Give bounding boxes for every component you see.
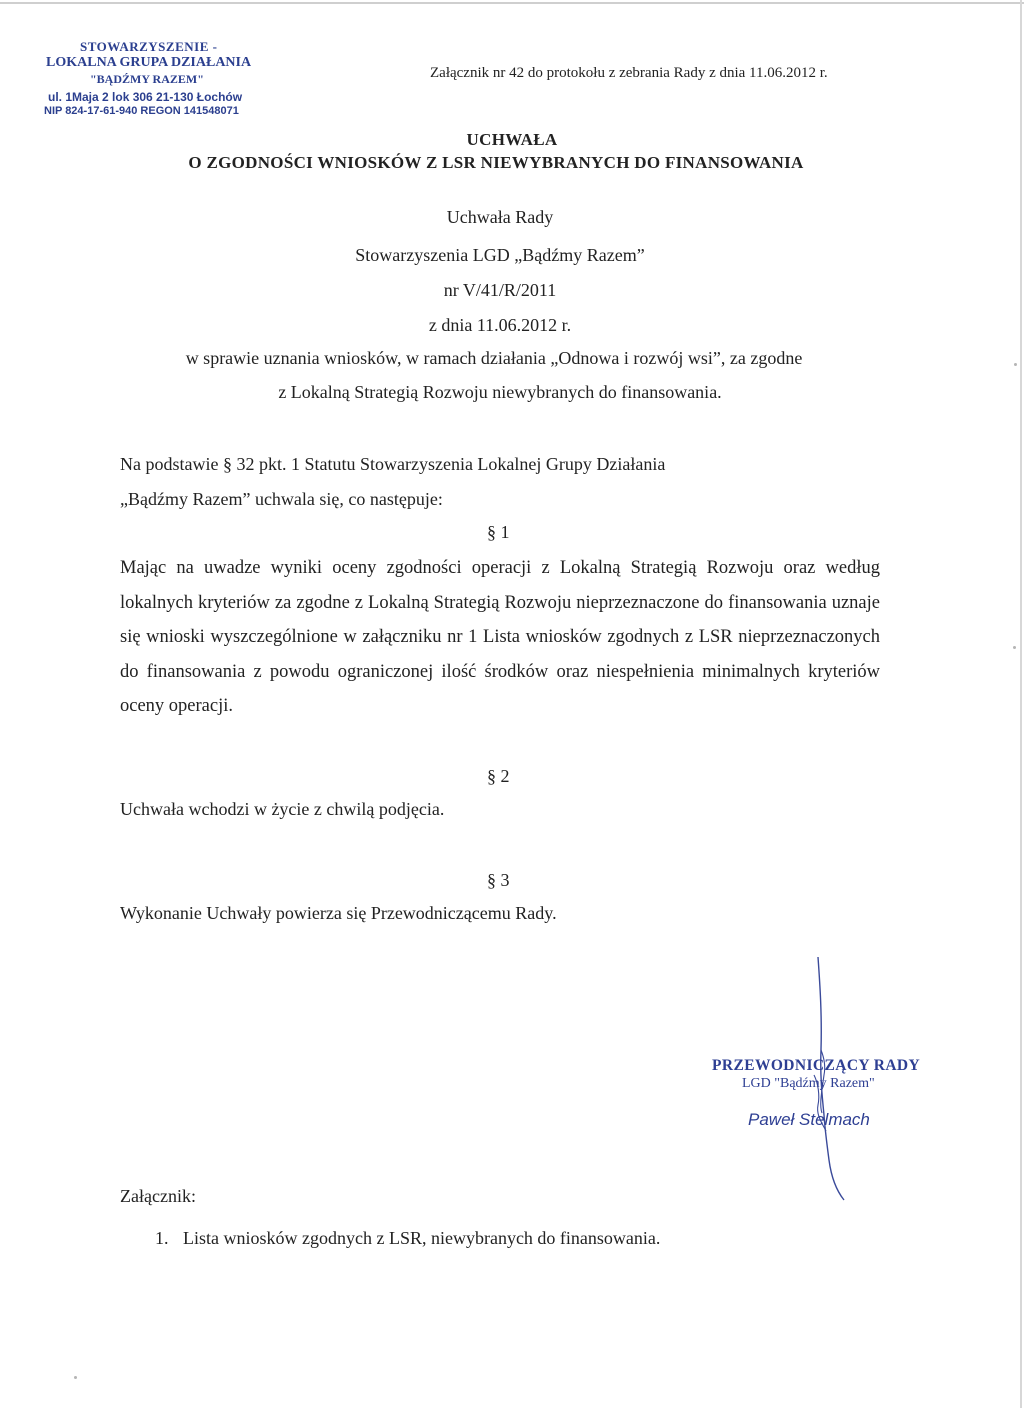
section-mark-2: § 2 bbox=[487, 766, 510, 786]
scan-speck bbox=[74, 1376, 77, 1379]
section-text-3: Wykonanie Uchwały powierza się Przewodniczącemu Rady. bbox=[120, 903, 557, 923]
scan-speck bbox=[1014, 363, 1017, 366]
resolution-subject-1: w sprawie uznania wniosków, w ramach działania „Odnowa i rozwój wsi”, za zgodne bbox=[185, 348, 803, 368]
resolution-body: Stowarzyszenia LGD „Bądźmy Razem” bbox=[355, 245, 645, 265]
attachment-item-1 bbox=[155, 1228, 660, 1249]
scan-speck bbox=[1013, 646, 1016, 649]
attachment-item-text: Lista wniosków zgodnych z LSR, niewybranych do finansowania. bbox=[183, 1228, 661, 1248]
scan-top-edge bbox=[0, 2, 1024, 4]
legal-basis-line-2: „Bądźmy Razem” uchwala się, co następuje: bbox=[120, 489, 443, 509]
stamp-line-3: "BĄDŹMY RAZEM" bbox=[90, 72, 204, 86]
scan-right-edge bbox=[1020, 0, 1022, 1408]
resolution-subject-2: z Lokalną Strategią Rozwoju niewybranych do finansowania. bbox=[278, 382, 722, 402]
resolution-number: nr V/41/R/2011 bbox=[443, 280, 557, 300]
stamp-line-1: STOWARZYSZENIE - bbox=[80, 39, 218, 54]
section-text-1: Mając na uwadze wyniki oceny zgodności operacji z Lokalną Strategią Rozwoju oraz według lokalnych kryteriów za zgodne z Lokalną Strategią Rozwoju nieprzeznaczone do finansowania uznaje się wnioski wyszczególnione w załączniku nr 1 Lista wniosków zgodnych z LSR nieprzeznaczonych do finansowania z powodu ograniczonej ilość środków oraz niespełnienia minimalnych kryteriów oceny operacji. bbox=[120, 558, 880, 716]
stamp-address: ul. 1Maja 2 lok 306 21-130 Łochów bbox=[48, 90, 243, 104]
stamp-nip-regon: NIP 824-17-61-940 REGON 141548071 bbox=[44, 105, 239, 117]
section-mark-1: § 1 bbox=[487, 522, 510, 542]
resolution-date: z dnia 11.06.2012 r. bbox=[428, 315, 572, 335]
stamp-line-2: LOKALNA GRUPA DZIAŁANIA bbox=[46, 55, 252, 70]
resolution-name: Uchwała Rady bbox=[446, 207, 554, 227]
section-mark-3: § 3 bbox=[487, 870, 510, 890]
attachments-label: Załącznik: bbox=[120, 1186, 196, 1206]
chairman-role: PRZEWODNICZĄCY RADY bbox=[712, 1057, 921, 1074]
document-title: UCHWAŁA bbox=[466, 130, 558, 149]
legal-basis-line-1: Na podstawie § 32 pkt. 1 Statutu Stowarzyszenia Lokalnej Grupy Działania bbox=[120, 454, 666, 474]
document-subtitle: O ZGODNOŚCI WNIOSKÓW Z LSR NIEWYBRANYCH DO FINANSOWANIA bbox=[188, 153, 804, 172]
annex-reference: Załącznik nr 42 do protokołu z zebrania Rady z dnia 11.06.2012 r. bbox=[430, 65, 828, 81]
chairman-organization: LGD "Bądźmy Razem" bbox=[742, 1076, 875, 1091]
chairman-name: Paweł Stelmach bbox=[748, 1110, 870, 1129]
chairman-stamp bbox=[712, 1057, 952, 1130]
section-text-2: Uchwała wchodzi w życie z chwilą podjęcia. bbox=[120, 799, 445, 819]
organization-stamp bbox=[44, 40, 284, 117]
attachment-item-number: 1. bbox=[155, 1228, 169, 1248]
